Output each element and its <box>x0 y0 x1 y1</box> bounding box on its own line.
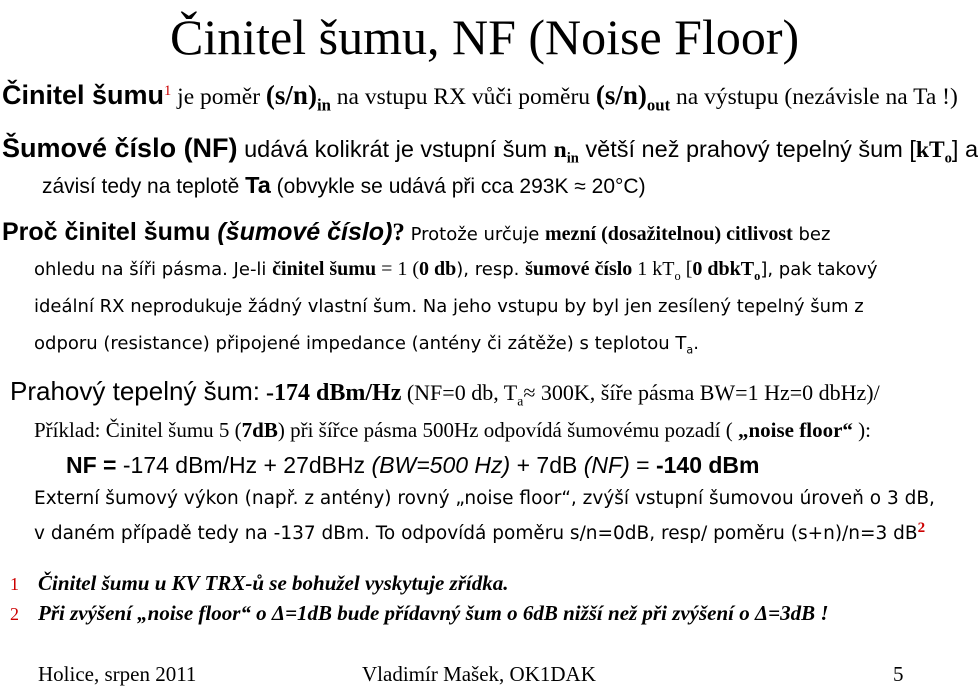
text: větší než prahový tepelný šum [ <box>578 136 916 162</box>
bandwidth-note: (BW=500 Hz) <box>371 452 511 478</box>
line-ideal <box>34 258 878 281</box>
text: ≈ 300K, šíře pásma BW=1 Hz=0 dbHz)/ <box>523 380 880 405</box>
footnote-number: 2 <box>10 604 19 624</box>
text: udává kolikrát je vstupní šum <box>237 136 554 162</box>
nf-note: (NF) <box>583 452 630 478</box>
text: na výstupu (nezávisle na Ta !) <box>670 84 958 110</box>
footnote-number: 1 <box>10 574 19 594</box>
text: v daném případě tedy na -137 dBm. To odpovídá poměru s/n=0dB, resp/ poměru (s+n)/n=3 dB <box>34 523 918 544</box>
footer-author: Vladimír Mašek, OK1DAK <box>362 662 596 686</box>
text: ], pak takový <box>760 259 878 280</box>
line-temperature <box>42 172 646 199</box>
text: odporu (resistance) připojené impedance (antény či zátěže) s teplotou T <box>34 333 687 354</box>
bold-term: 0 db <box>419 258 457 280</box>
kto: $kT_o$ <box>915 137 952 167</box>
bold-term: šumové číslo <box>525 258 633 280</box>
term-noise-factor: Činitel šumu <box>2 80 165 110</box>
line-external: Externí šumový výkon (např. z antény) rovný „noise floor“, zvýší vstupní šumovou úroveň o 3 dB, <box>34 488 935 509</box>
text: je poměr <box>171 84 266 110</box>
text: + 7dB <box>510 452 584 478</box>
limit-sensitivity: mezní (dosažitelnou) citlivost <box>545 223 793 245</box>
footnote-marker-1: 1 <box>164 83 172 100</box>
text: bez <box>792 224 831 245</box>
footnote-2 <box>10 601 829 626</box>
ta: Ta <box>245 172 271 198</box>
why-question-italic: (šumové číslo) <box>217 218 393 246</box>
result-value: -140 dBm <box>655 452 760 478</box>
text: (obvykle se udává při cca 293K ≈ 20°C) <box>270 175 646 198</box>
line-formula <box>66 452 760 479</box>
page-title: Činitel šumu, NF (Noise Floor) <box>170 9 800 65</box>
text: ] a <box>951 136 978 162</box>
text: . <box>693 333 699 354</box>
footnote-marker-2: 2 <box>917 519 926 536</box>
nf-label: NF = <box>66 452 123 478</box>
text: [ <box>680 258 693 280</box>
sn-in: $(s/n)_{in}$ <box>265 80 331 115</box>
subscript: a <box>517 393 524 409</box>
dbkt-o: 0 dbkT$_o$ <box>692 258 761 283</box>
text: na vstupu RX vůči poměru <box>330 84 596 110</box>
text: (NF=0 db, T <box>401 380 518 405</box>
line-threshold-noise <box>10 376 880 407</box>
text: = 1 ( <box>376 258 420 280</box>
text: Protože určuje <box>404 224 546 245</box>
text: ohledu na šíři pásma. Je-li <box>34 259 273 280</box>
kt-o: 1 $kT_o$ <box>632 258 681 283</box>
threshold-value: -174 dBm/Hz <box>260 380 402 406</box>
text: závisí tedy na teplotě <box>42 175 246 198</box>
why-question: Proč činitel šumu <box>2 218 218 246</box>
noise-floor-term: „noise floor“ <box>738 418 853 442</box>
bold-term: činitel šumu <box>272 258 377 280</box>
footnote-1 <box>10 571 508 596</box>
text: ), resp. <box>456 259 526 280</box>
n-in: $n_{in}$ <box>553 137 579 167</box>
term-noise-figure: Šumové číslo (NF) <box>2 133 238 163</box>
question-mark: ? <box>392 219 405 246</box>
line-resistance <box>34 333 699 357</box>
text: -174 dBm/Hz + 27dBHz <box>122 452 372 478</box>
text: = <box>629 452 656 478</box>
footnote-text: Při zvýšení „noise floor“ o Δ=1dB bude přídavný šum o 6dB nižší než při zvýšení o Δ=3dB ! <box>38 601 829 625</box>
footnote-text: Činitel šumu u KV TRX-ů se bohužel vyskytuje zřídka. <box>38 571 509 595</box>
line-noise-factor-definition <box>2 80 958 115</box>
text: ): <box>852 418 871 442</box>
footer-left: Holice, srpen 2011 <box>38 662 197 686</box>
text: Příklad: Činitel šumu 5 ( <box>34 418 242 442</box>
subscript: a <box>686 343 694 357</box>
line-result <box>34 519 926 544</box>
line-example <box>34 418 871 443</box>
threshold-label: Prahový tepelný šum: <box>10 376 261 406</box>
sn-out: $(s/n)_{out}$ <box>595 80 671 115</box>
line-ideal-cont: ideální RX neprodukuje žádný vlastní šum. Na jeho vstupu by byl jen zesílený tepelný šum z <box>34 296 864 317</box>
line-why <box>2 218 830 247</box>
bold-value: 7dB <box>241 418 278 442</box>
page-number: 5 <box>893 662 904 686</box>
text: ) při šířce pásma 500Hz odpovídá šumovému pozadí ( <box>277 418 738 442</box>
line-noise-figure-definition <box>2 133 978 167</box>
